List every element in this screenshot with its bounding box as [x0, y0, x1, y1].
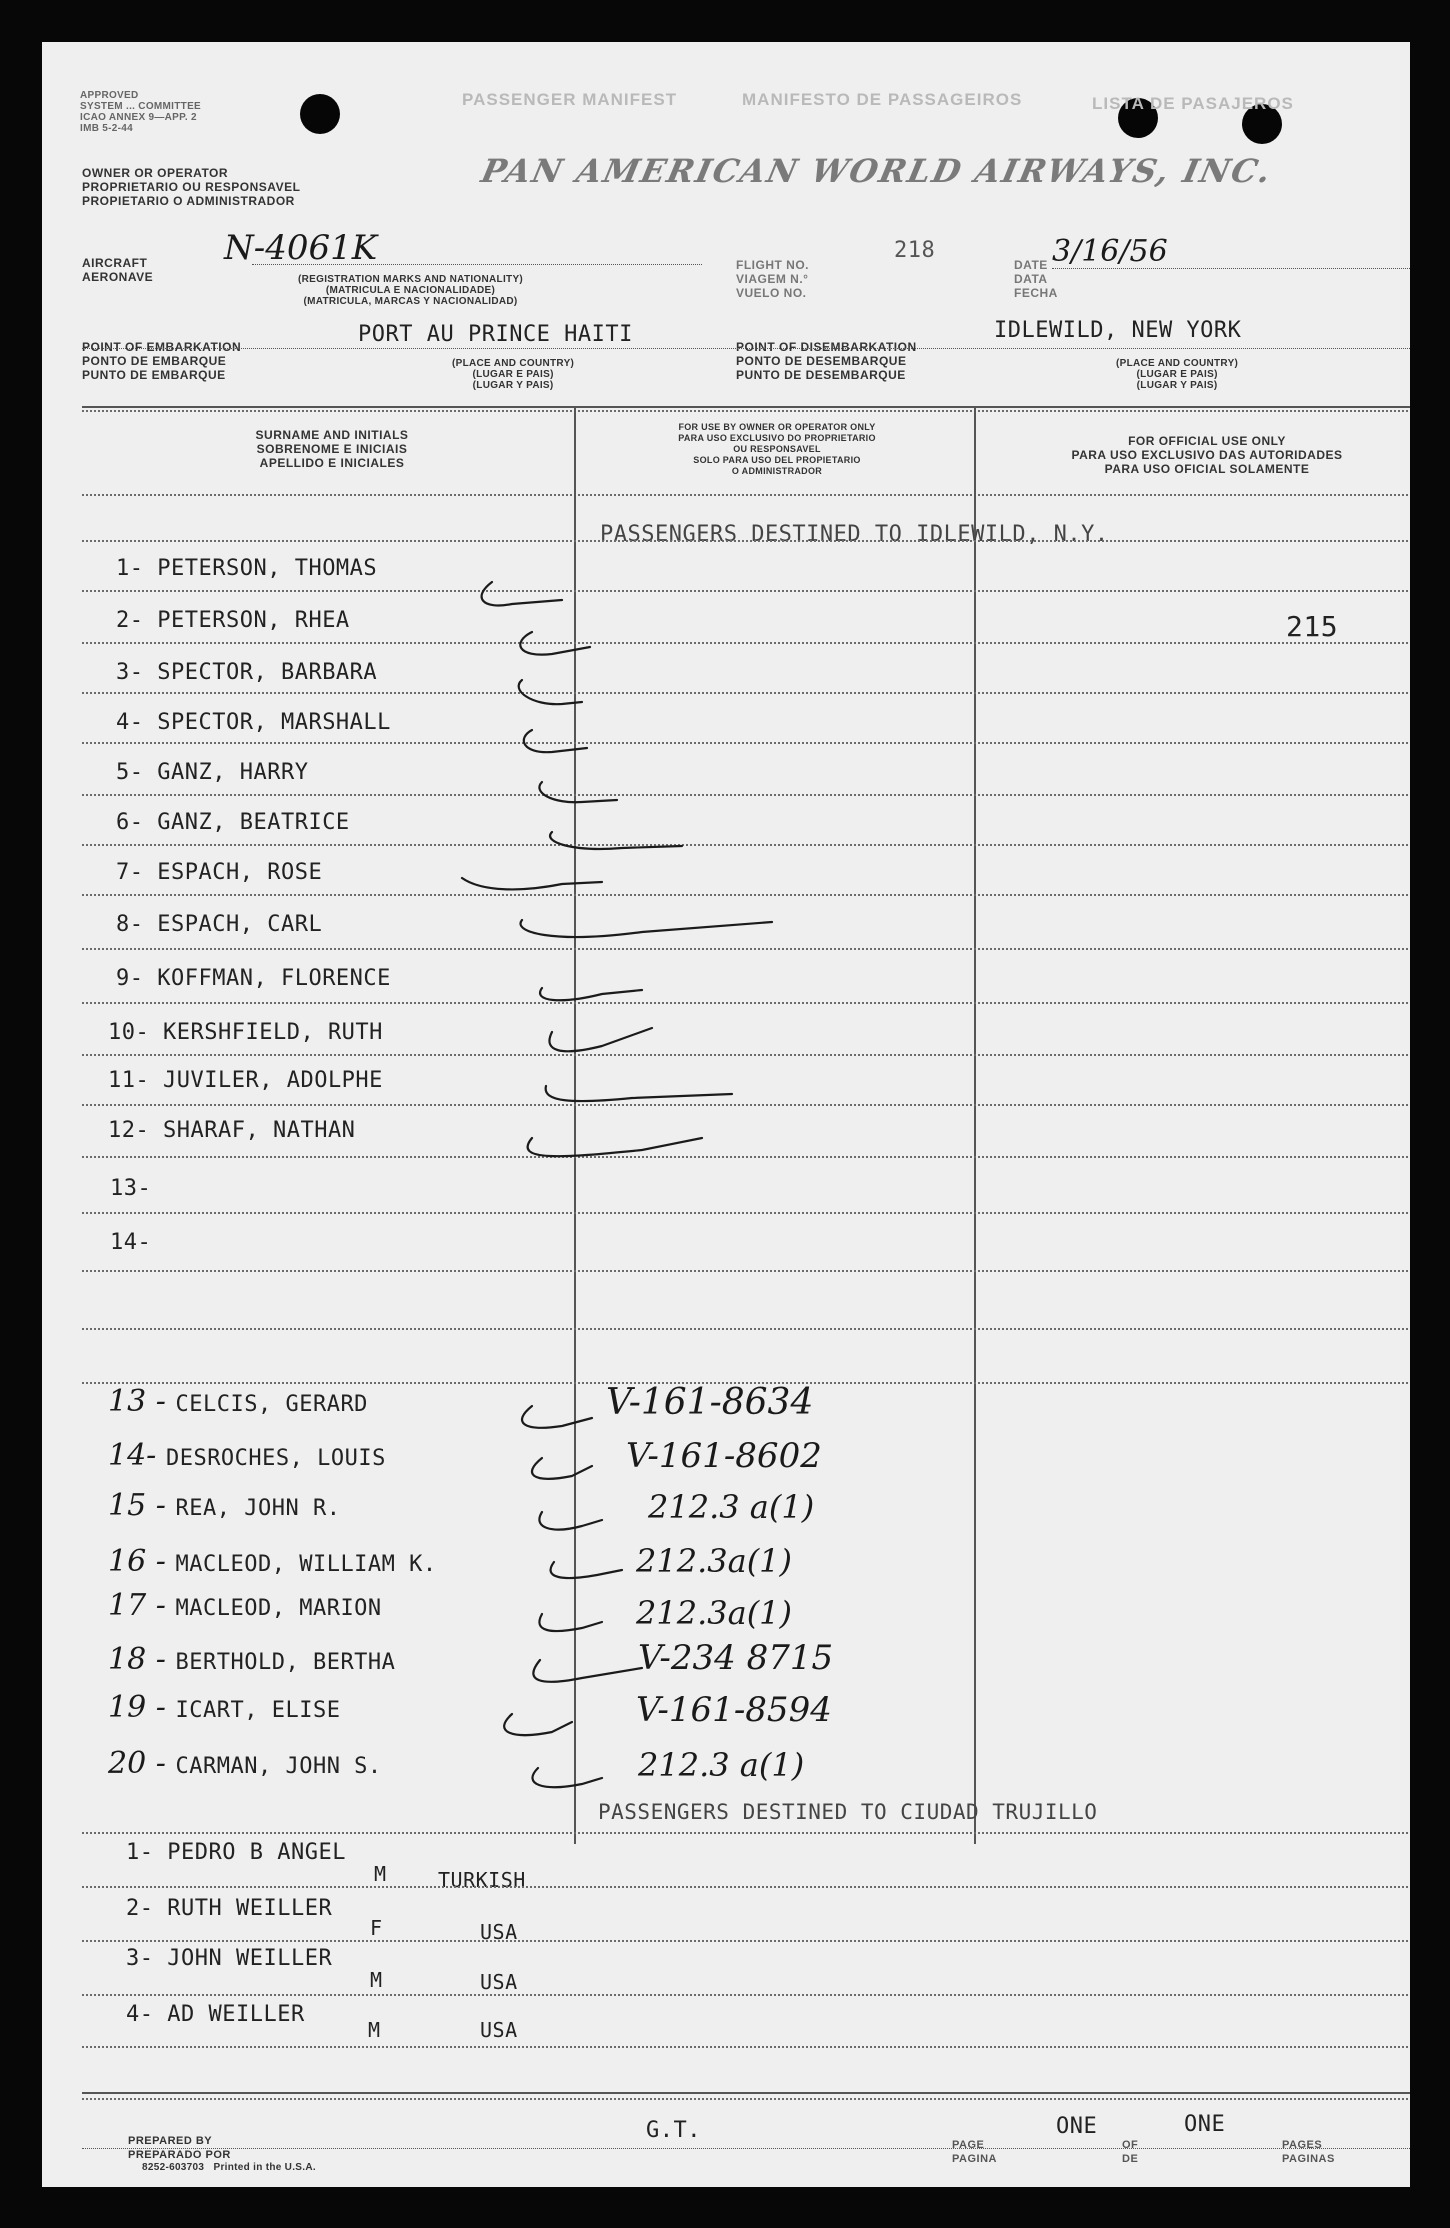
- passenger-row: 1- PEDRO B ANGEL: [126, 1840, 346, 1865]
- passenger-row: 11- JUVILER, ADOLPHE: [108, 1068, 383, 1093]
- aircraft-value: N-4061K: [224, 228, 378, 268]
- check-mark: [532, 1458, 592, 1479]
- date-label: DATE DATA FECHA: [1014, 258, 1058, 300]
- passenger-row: 8- ESPACH, CARL: [116, 912, 323, 937]
- passenger-row: 7- ESPACH, ROSE: [116, 860, 323, 885]
- check-marks: [42, 42, 1410, 2187]
- official-note: 215: [1286, 610, 1339, 643]
- disembark-note: (PLACE AND COUNTRY) (LUGAR E PAIS) (LUGAR Y PAIS): [1116, 358, 1239, 391]
- visa-note: V-234 8715: [638, 1638, 834, 1678]
- visa-note: V-161-8602: [626, 1436, 822, 1476]
- check-mark: [524, 730, 587, 752]
- passenger-row: 16 - MACLEOD, WILLIAM K.: [108, 1544, 437, 1579]
- passenger-row: 4- AD WEILLER: [126, 2002, 305, 2027]
- check-mark: [521, 920, 773, 937]
- check-mark: [528, 1138, 702, 1156]
- passenger-nationality: TURKISH: [438, 1868, 526, 1892]
- passenger-row: 13-: [110, 1176, 152, 1201]
- passenger-sex: M: [374, 1862, 387, 1886]
- embark-note: (PLACE AND COUNTRY) (LUGAR E PAIS) (LUGAR Y PAIS): [452, 358, 575, 391]
- passenger-sex: M: [368, 2018, 381, 2042]
- section-header-idlewild: PASSENGERS DESTINED TO IDLEWILD, N.Y.: [600, 522, 1109, 547]
- passenger-row: 3- JOHN WEILLER: [126, 1946, 333, 1971]
- passenger-nationality: USA: [480, 2018, 518, 2042]
- page-value: ONE: [1056, 2114, 1098, 2139]
- passenger-row: 9- KOFFMAN, FLORENCE: [116, 966, 391, 991]
- embark-label: POINT OF EMBARKATION PONTO DE EMBARQUE PUNTO DE EMBARQUE: [82, 340, 242, 382]
- check-mark: [546, 1086, 732, 1101]
- passenger-row: 12- SHARAF, NATHAN: [108, 1118, 356, 1143]
- check-mark: [549, 1028, 652, 1051]
- prepared-by-value: G.T.: [646, 2118, 701, 2143]
- passenger-row: 5- GANZ, HARRY: [116, 760, 309, 785]
- check-mark: [532, 1768, 602, 1787]
- title-en: PASSENGER MANIFEST: [462, 90, 678, 109]
- of-label: OF DE: [1122, 2139, 1139, 2165]
- check-mark: [551, 1562, 622, 1578]
- manifest-sheet: [42, 42, 1410, 2187]
- aircraft-label: AIRCRAFT AERONAVE: [82, 256, 154, 284]
- passenger-row: 15 - REA, JOHN R.: [108, 1488, 341, 1523]
- approval-block: APPROVED SYSTEM ... COMMITTEE ICAO ANNEX 9—APP. 2 IMB 5-2-44: [80, 90, 202, 134]
- pages-value: ONE: [1184, 2112, 1226, 2137]
- visa-note: 212.3 a(1): [638, 1746, 805, 1784]
- flight-value: 218: [894, 238, 936, 263]
- column-header-names: SURNAME AND INITIALS SOBRENOME E INICIAIS APELLIDO E INICIALES: [255, 428, 409, 470]
- visa-note: 212.3 a(1): [648, 1488, 815, 1526]
- flight-label: FLIGHT NO. VIAGEM N.° VUELO NO.: [736, 258, 809, 300]
- passenger-nationality: USA: [480, 1970, 518, 1994]
- page-label: PAGE PAGINA: [952, 2139, 997, 2165]
- title-pt: MANIFESTO DE PASSAGEIROS: [742, 90, 1023, 109]
- check-mark: [519, 680, 582, 704]
- section-header-trujillo: PASSENGERS DESTINED TO CIUDAD TRUJILLO: [598, 1800, 1098, 1824]
- check-mark: [540, 988, 642, 1000]
- prepared-by-label: PREPARED BY PREPARADO POR: [128, 2135, 231, 2161]
- passenger-row: 2- RUTH WEILLER: [126, 1896, 333, 1921]
- passenger-row: 13 - CELCIS, GERARD: [108, 1384, 368, 1419]
- check-mark: [522, 1406, 592, 1428]
- check-mark: [462, 878, 602, 889]
- disembark-label: POINT OF DISEMBARKATION PONTO DE DESEMBARQUE PUNTO DE DESEMBARQUE: [736, 340, 917, 382]
- visa-note: 212.3a(1): [636, 1594, 793, 1632]
- owner-label: OWNER OR OPERATOR PROPRIETARIO OU RESPONSAVEL PROPIETARIO O ADMINISTRADOR: [82, 166, 301, 208]
- passenger-row: 4- SPECTOR, MARSHALL: [116, 710, 391, 735]
- passenger-row: 17 - MACLEOD, MARION: [108, 1588, 382, 1623]
- check-mark: [550, 832, 682, 849]
- passenger-sex: M: [370, 1968, 383, 1992]
- airline-name: PAN AMERICAN WORLD AIRWAYS, INC.: [477, 152, 1276, 190]
- passenger-row: 18 - BERTHOLD, BERTHA: [108, 1642, 396, 1677]
- passenger-row: 6- GANZ, BEATRICE: [116, 810, 350, 835]
- passenger-row: 2- PETERSON, RHEA: [116, 608, 350, 633]
- passenger-row: 10- KERSHFIELD, RUTH: [108, 1020, 383, 1045]
- column-header-operator: FOR USE BY OWNER OR OPERATOR ONLY PARA USO EXCLUSIVO DO PROPRIETARIO OU RESPONSAVEL SOLO PARA USO DEL PROPIETARIO O ADMINISTRADOR: [678, 422, 876, 476]
- check-mark: [533, 1660, 642, 1682]
- date-value: 3/16/56: [1052, 234, 1168, 269]
- passenger-row: 19 - ICART, ELISE: [108, 1690, 341, 1725]
- visa-note: 212.3a(1): [636, 1542, 793, 1580]
- passenger-row: 14-: [110, 1230, 152, 1255]
- visa-note: V-161-8594: [636, 1690, 832, 1730]
- form-number: 8252-603703 Printed in the U.S.A.: [142, 2162, 316, 2173]
- visa-note: V-161-8634: [606, 1382, 814, 1423]
- check-mark: [482, 582, 562, 605]
- pages-label: PAGES PAGINAS: [1282, 2139, 1335, 2165]
- passenger-row: 14- DESROCHES, LOUIS: [108, 1438, 386, 1473]
- check-mark: [539, 782, 617, 802]
- passenger-nationality: USA: [480, 1920, 518, 1944]
- title-es: LISTA DE PASAJEROS: [1092, 94, 1294, 113]
- passenger-row: 1- PETERSON, THOMAS: [116, 556, 378, 581]
- check-mark: [520, 632, 590, 655]
- passenger-sex: F: [370, 1916, 383, 1940]
- registration-note: (REGISTRATION MARKS AND NATIONALITY) (MATRICULA E NACIONALIDADE) (MATRICULA, MARCAS Y NACIONALIDAD): [298, 274, 524, 307]
- check-mark: [539, 1614, 602, 1631]
- check-mark: [504, 1714, 572, 1735]
- column-header-official: FOR OFFICIAL USE ONLY PARA USO EXCLUSIVO DAS AUTORIDADES PARA USO OFICIAL SOLAMENTE: [1071, 434, 1343, 476]
- passenger-row: 3- SPECTOR, BARBARA: [116, 660, 378, 685]
- disembark-value: IDLEWILD, NEW YORK: [994, 318, 1242, 343]
- check-mark: [539, 1512, 602, 1530]
- passenger-row: 20 - CARMAN, JOHN S.: [108, 1746, 382, 1781]
- embark-value: PORT AU PRINCE HAITI: [358, 322, 633, 347]
